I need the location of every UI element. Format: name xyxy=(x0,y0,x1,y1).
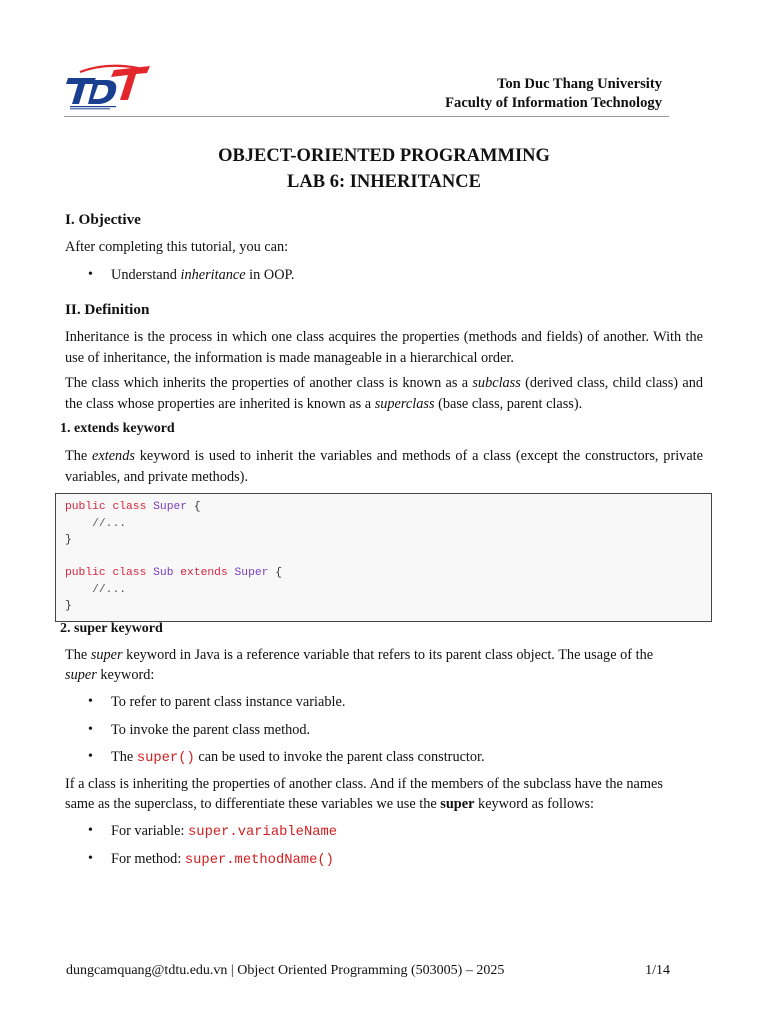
extends-heading: 1. extends keyword xyxy=(60,421,175,436)
lab-title: LAB 6: INHERITANCE xyxy=(287,172,481,192)
bullet-text: To refer to parent class instance variable. xyxy=(111,694,346,710)
objective-heading: I. Objective xyxy=(65,211,141,228)
code-block xyxy=(55,493,712,622)
definition-paragraph-2: The class which inherits the properties of another class is known as a subclass (derived class, child class) and the class whose properties are inherited is known as a superclass (base class, parent class). xyxy=(65,375,703,412)
inline-code: super() xyxy=(136,751,195,766)
super-paragraph-2-line-2: same as the superclass, to differentiate these variables we use the super keyword as follows: xyxy=(65,796,594,812)
university-name: Ton Duc Thang University xyxy=(496,76,662,92)
term-super: super xyxy=(90,647,123,663)
code-content: public class Super { //... } public class Sub extends Super { //... } xyxy=(65,501,282,612)
header-divider xyxy=(64,116,669,117)
bullet-text: Understand xyxy=(111,267,181,283)
inline-code: super.methodName() xyxy=(184,853,334,868)
document-page: Ton Duc Thang University Faculty of Information Technology OBJECT-ORIENTED PROGRAMMING LAB 6: INHERITANCE I. Objective After completing this tutorial, you can: Understand inheritance in OOP. II. Definition Inheritance is the process in which one class acquires the properties (methods and fields) of another. With the use of inheritance, the information is made manageable in a hierarchical order. The class which inherits the properties of another class is known as a subclass (derived class, child class) and the class whose properties are inherited is known as a superclass (base class, parent class). 1. extends keyword The extends keyword is used to inherit the variables and methods of a class (except the constructors, private variables, and private methods). public class Super { //... } public class Sub extends Super { //... } 2. super keyword The super keyword in Java is a reference variable that refers to its parent class object. The usage of the super keyword: To refer to parent class instance variable. To invoke the parent class method. The super() can be used to invoke the parent class constructor. If a class is inheriting the properties of another class. And if the members of the subclass have the names same as the superclass, to differentiate these variables we use the super keyword as follows: For variable: super.variableName For method: super.methodName() dungcamquang@tdtu.edu.vn | Object Oriented Programming (503005) – 2025 1/14 xyxy=(0,0,768,1024)
inline-code: super.variableName xyxy=(188,825,338,840)
super-paragraph-line-2: super keyword: xyxy=(65,667,155,683)
term-subclass: subclass xyxy=(472,375,521,391)
bullet-emphasis: inheritance xyxy=(180,267,246,283)
bullet-text-end: in OOP. xyxy=(245,267,295,283)
definition-heading: II. Definition xyxy=(65,301,150,318)
term-super: super xyxy=(65,667,97,683)
super-paragraph-line-1: The super keyword in Java is a reference variable that refers to its parent class object. The usage of the xyxy=(65,647,654,663)
page-number: 1/14 xyxy=(645,963,670,978)
term-super-bold: super xyxy=(440,796,475,812)
course-title: OBJECT-ORIENTED PROGRAMMING xyxy=(218,146,550,166)
term-extends: extends xyxy=(92,448,135,464)
super-paragraph-2-line-1: If a class is inheriting the properties of another class. And if the members of the subclass have the names xyxy=(65,776,663,792)
term-superclass: superclass xyxy=(374,395,435,412)
bullet-text: To invoke the parent class method. xyxy=(111,722,311,738)
extends-paragraph: The extends keyword is used to inherit the variables and methods of a class (except the constructors, private variables, and private methods). xyxy=(65,448,703,485)
footer-text: dungcamquang@tdtu.edu.vn | Object Oriented Programming (503005) – 2025 xyxy=(66,963,505,978)
faculty-name: Faculty of Information Technology xyxy=(445,95,662,111)
super-heading: 2. super keyword xyxy=(60,621,163,636)
objective-intro: After completing this tutorial, you can: xyxy=(65,239,289,255)
tdtu-logo xyxy=(66,64,150,110)
definition-paragraph-1: Inheritance is the process in which one class acquires the properties (methods and fields) of another. With the use of inheritance, the information is made manageable in a hierarchical order. xyxy=(65,329,703,366)
header-institution xyxy=(445,75,662,113)
